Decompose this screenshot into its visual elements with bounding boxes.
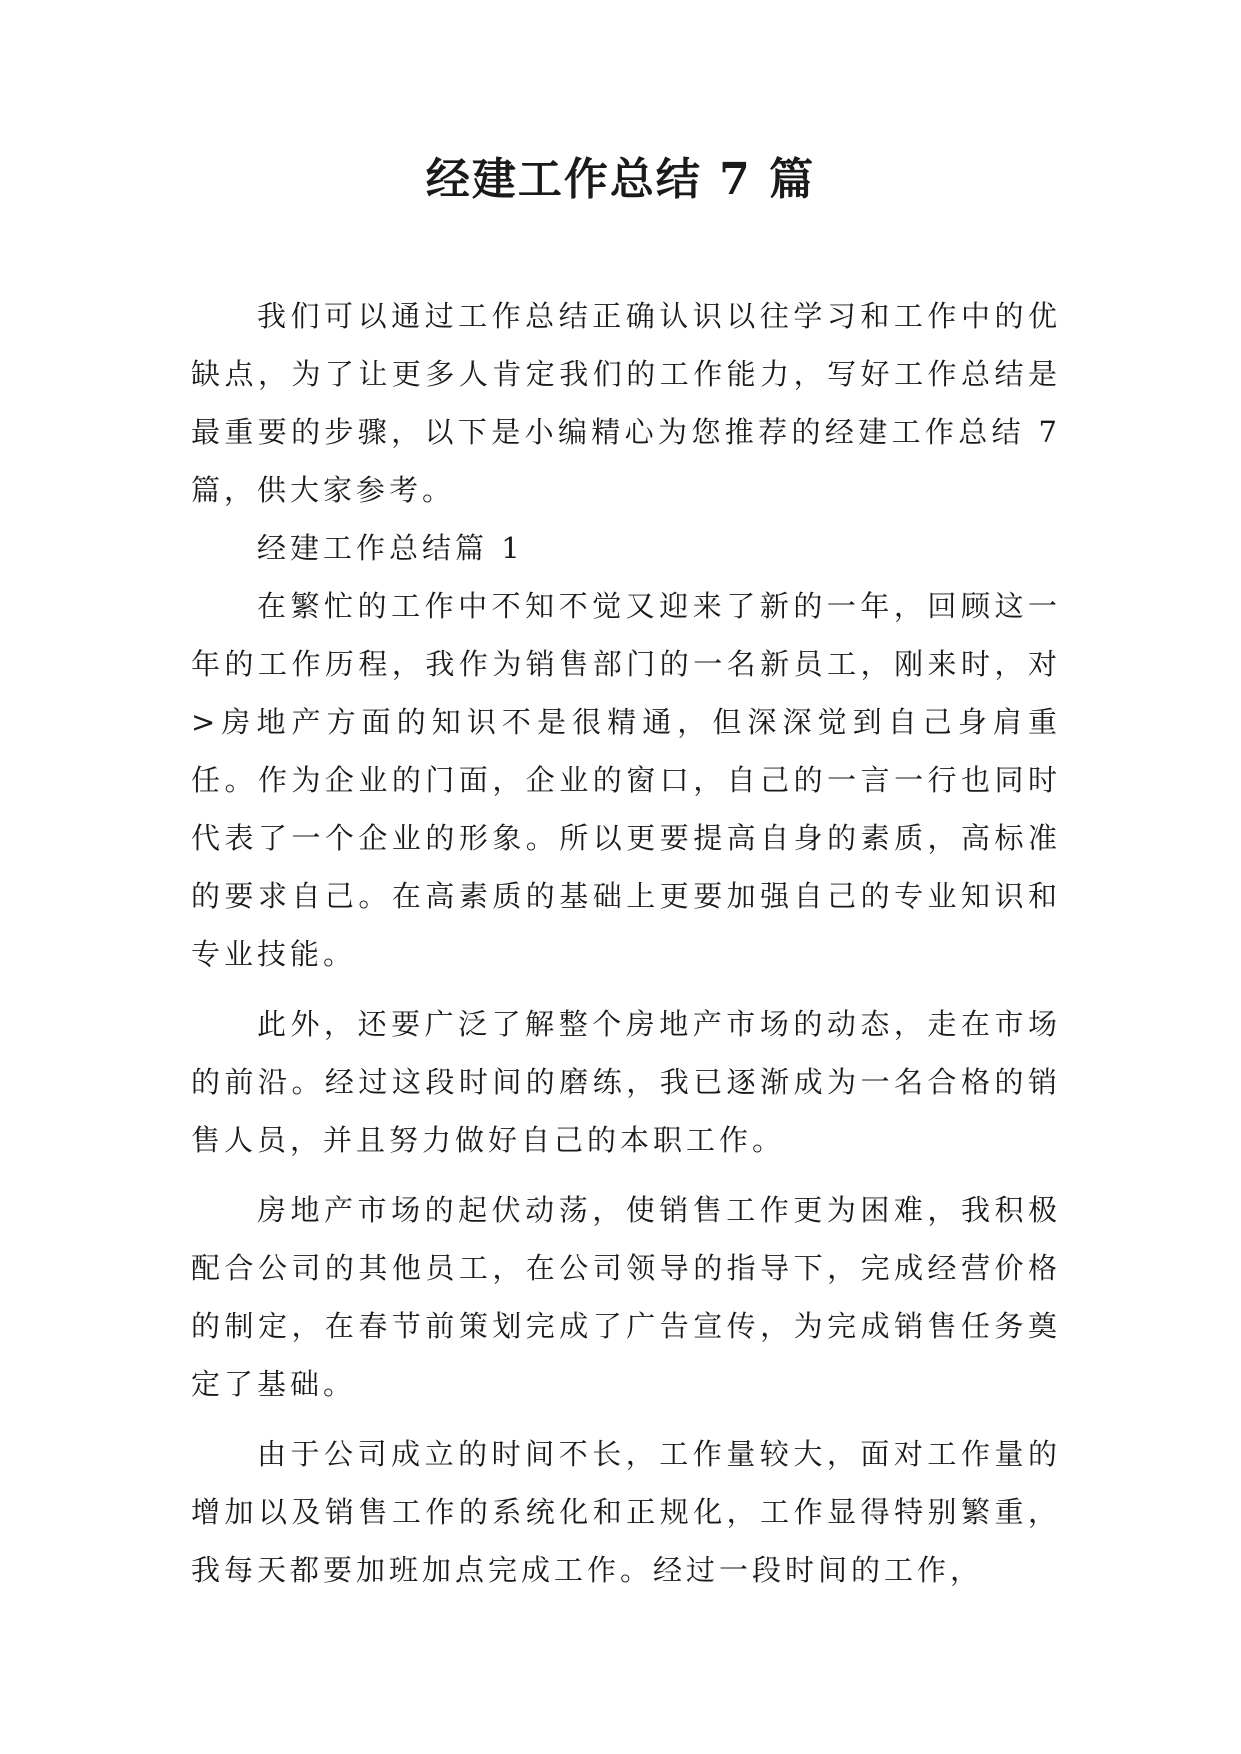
body-paragraph-2: 此外，还要广泛了解整个房地产市场的动态，走在市场的前沿。经过这段时间的磨练，我已逐渐成为一名合格的销售人员，并且努力做好自己的本职工作。 [191, 1007, 1061, 1157]
body-paragraph-4: 由于公司成立的时间不长，工作量较大，面对工作量的增加以及销售工作的系统化和正规化，工作显得特别繁重，我每天都要加班加点完成工作。经过一段时间的工作， [191, 1437, 1061, 1587]
document-body [191, 287, 1061, 1599]
intro-paragraph: 我们可以通过工作总结正确认识以往学习和工作中的优缺点，为了让更多人肯定我们的工作能力，写好工作总结是最重要的步骤，以下是小编精心为您推荐的经建工作总结 7 篇，供大家参考。 [191, 299, 1061, 507]
body-paragraph-1: 在繁忙的工作中不知不觉又迎来了新的一年，回顾这一年的工作历程，我作为销售部门的一名新员工，刚来时，对>房地产方面的知识不是很精通，但深深觉到自己身肩重任。作为企业的门面，企业的窗口，自己的一言一行也同时代表了一个企业的形象。所以更要提高自身的素质，高标准的要求自己。在高素质的基础上更要加强自己的专业知识和专业技能。 [191, 589, 1061, 971]
document-title: 经建工作总结 7 篇 [425, 154, 816, 205]
body-paragraph-3: 房地产市场的起伏动荡，使销售工作更为困难，我积极配合公司的其他员工，在公司领导的指导下，完成经营价格的制定，在春节前策划完成了广告宣传，为完成销售任务奠定了基础。 [191, 1193, 1061, 1401]
section-heading: 经建工作总结篇 1 [257, 531, 524, 565]
